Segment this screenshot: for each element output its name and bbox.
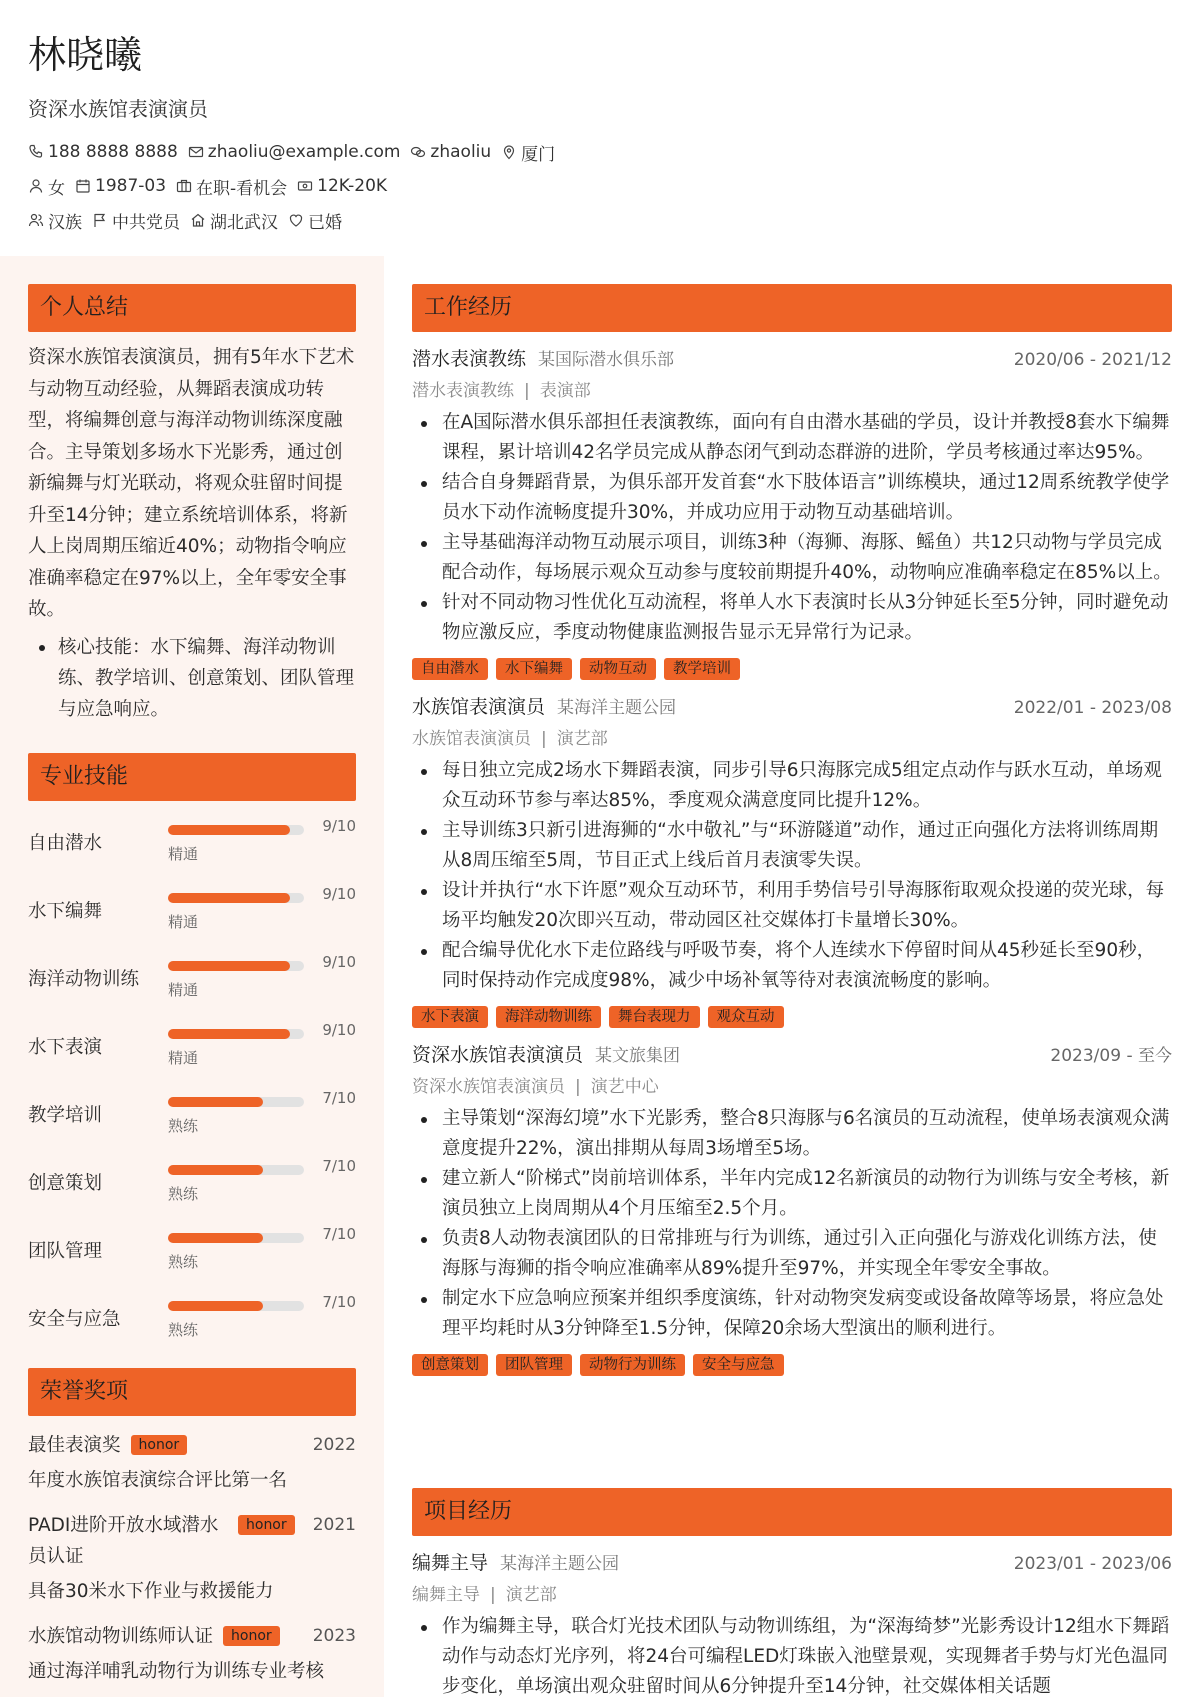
honor-title: PADI进阶开放水域潜水员认证	[28, 1515, 219, 1567]
projects-title: 项目经历	[412, 1488, 1172, 1536]
skill-tag: 创意策划	[412, 1354, 488, 1376]
honors-title: 荣誉奖项	[28, 1368, 356, 1416]
skill-tag: 动物行为训练	[580, 1354, 685, 1376]
summary-list	[28, 632, 356, 725]
location-info	[501, 140, 555, 165]
marital-value: 已婚	[308, 212, 342, 233]
entry-bullet: 结合自身舞蹈背景，为俱乐部开发首套“水下肢体语言”训练模块，通过12周系统教学使学员水下动作流畅度提升30%，并成功应用于动物互动基础培训。	[412, 468, 1172, 528]
projects-list	[412, 1548, 1172, 1697]
skill-level: 熟练	[168, 1117, 199, 1135]
work-section	[412, 284, 1172, 1378]
location-pin-icon	[501, 144, 517, 160]
money-icon	[297, 178, 313, 194]
entry-dept: 演艺部	[505, 1585, 557, 1605]
skill-bar	[168, 961, 304, 971]
phone-value: 188 8888 8888	[48, 142, 178, 162]
entry-date: 2022/01 - 2023/08	[1013, 698, 1172, 718]
honor-item	[28, 1621, 356, 1687]
experience-entry	[412, 692, 1172, 1030]
skill-bar-fill	[168, 1097, 263, 1107]
ethnicity-info	[28, 208, 82, 233]
jobs-list	[412, 344, 1172, 1378]
entry-company: 某海洋主题公园	[557, 698, 677, 718]
skill-tag: 安全与应急	[693, 1354, 784, 1376]
skill-tag: 水下编舞	[496, 658, 572, 680]
experience-entry	[412, 1548, 1172, 1697]
skill-bar	[168, 1029, 304, 1039]
entry-head	[412, 344, 1172, 374]
skill-bar	[168, 1233, 304, 1243]
skill-name: 水下表演	[28, 1037, 103, 1058]
work-title: 工作经历	[412, 284, 1172, 332]
skill-row	[28, 1287, 356, 1355]
skill-bar-fill	[168, 1233, 263, 1243]
entry-title: 编舞主导	[412, 1552, 489, 1574]
entry-separator: |	[490, 1585, 496, 1605]
skill-name: 海洋动物训练	[28, 969, 140, 990]
skill-name: 教学培训	[28, 1105, 103, 1126]
entry-bullet: 主导基础海洋动物互动展示项目，训练3种（海狮、海豚、鳐鱼）共12只动物与学员完成配合动作，每场展示观众互动参与度较前期提升40%，动物响应准确率稳定在85%以上。	[412, 528, 1172, 588]
entry-title: 资深水族馆表演演员	[412, 1044, 584, 1066]
entry-subtitle	[412, 376, 1172, 404]
entry-role: 资深水族馆表演演员	[412, 1077, 565, 1097]
entry-date: 2020/06 - 2021/12	[1013, 350, 1172, 370]
email-info	[188, 142, 401, 162]
location-value: 厦门	[521, 144, 556, 165]
honor-desc: 通过海洋哺乳动物行为训练专业考核	[28, 1661, 325, 1682]
entry-head	[412, 1040, 1172, 1070]
entry-subtitle	[412, 724, 1172, 752]
skill-level: 熟练	[168, 1253, 199, 1271]
entry-tags	[412, 658, 1172, 682]
entry-bullet: 作为编舞主导，联合灯光技术团队与动物训练组，为“深海绮梦”光影秀设计12组水下舞蹈动作与动态灯光序列，将24台可编程LED灯珠嵌入池壁景观，实现舞者手势与灯光色温同步变化，单场演出观众驻留时间从6分钟提升至14分钟，社交媒体相关话题	[412, 1612, 1172, 1697]
skill-bar	[168, 1165, 304, 1175]
entry-separator: |	[524, 381, 530, 401]
hometown-value: 湖北武汉	[210, 212, 278, 233]
skill-tag: 自由潜水	[412, 658, 488, 680]
honor-year: 2022	[312, 1435, 356, 1455]
skill-score: 9/10	[322, 817, 356, 835]
phone-info	[28, 142, 178, 162]
entry-bullet: 主导策划“深海幻境”水下光影秀，整合8只海豚与6名演员的互动流程，使单场表演观众满意度提升22%，演出排期从每周3场增至5场。	[412, 1104, 1172, 1164]
skill-row	[28, 879, 356, 947]
honor-desc: 具备30米水下作业与救援能力	[28, 1581, 274, 1602]
entry-dept: 演艺部	[556, 729, 608, 749]
contact-row	[28, 140, 1200, 164]
calendar-icon	[75, 178, 91, 194]
experience-entry	[412, 344, 1172, 682]
entry-bullet: 制定水下应急响应预案并组织季度演练，针对动物突发病变或设备故障等场景，将应急处理平均耗时从3分钟降至1.5分钟，保障20余场大型演出的顺利进行。	[412, 1284, 1172, 1344]
summary-text: 资深水族馆表演演员，拥有5年水下艺术与动物互动经验，从舞蹈表演成功转型，将编舞创意与海洋动物训练深度融合。主导策划多场水下光影秀，通过创新编舞与灯光联动，将观众驻留时间提升至14分钟；建立系统培训体系，将新人上岗周期压缩近40%；动物指令响应准确率稳定在97%以上，全年零安全事故。	[28, 347, 355, 620]
politics-info	[92, 208, 180, 233]
skill-bar	[168, 825, 304, 835]
skill-name: 水下编舞	[28, 901, 103, 922]
honor-badge: honor	[223, 1626, 280, 1646]
skill-bar	[168, 1301, 304, 1311]
honor-title: 最佳表演奖	[28, 1435, 121, 1456]
skills-section	[28, 753, 356, 1355]
skill-name: 自由潜水	[28, 833, 103, 854]
summary-section	[28, 284, 356, 725]
honor-badge: honor	[238, 1515, 295, 1535]
entry-separator: |	[541, 729, 547, 749]
skill-score: 9/10	[322, 1021, 356, 1039]
experience-entry	[412, 1040, 1172, 1378]
skill-name: 安全与应急	[28, 1309, 121, 1330]
salary-value: 12K-20K	[317, 176, 388, 196]
phone-icon	[28, 144, 44, 160]
skill-row	[28, 1219, 356, 1287]
honor-badge: honor	[131, 1435, 188, 1455]
skill-bar-fill	[168, 1165, 263, 1175]
honor-item	[28, 1510, 356, 1607]
candidate-headline: 资深水族馆表演演员	[28, 97, 208, 121]
entry-bullet: 设计并执行“水下许愿”观众互动环节，利用手势信号引导海豚衔取观众投递的荧光球，每场平均触发20次即兴互动，带动园区社交媒体打卡量增长30%。	[412, 876, 1172, 936]
skill-name: 创意策划	[28, 1173, 103, 1194]
honors-list	[28, 1430, 356, 1687]
honor-title: 水族馆动物训练师认证	[28, 1626, 214, 1647]
skill-score: 9/10	[322, 885, 356, 903]
skill-tag: 舞台表现力	[609, 1006, 700, 1028]
entry-bullets	[412, 756, 1172, 996]
honor-item	[28, 1430, 356, 1496]
person-icon	[28, 178, 44, 194]
entry-tags	[412, 1354, 1172, 1378]
entry-bullet: 在A国际潜水俱乐部担任表演教练，面向有自由潜水基础的学员，设计并教授8套水下编舞课程，累计培训42名学员完成从静态闭气到动态群游的进阶，学员考核通过率达95%。	[412, 408, 1172, 468]
skill-row	[28, 1083, 356, 1151]
entry-bullets	[412, 1104, 1172, 1344]
projects-section	[412, 1488, 1172, 1697]
entry-role: 编舞主导	[412, 1585, 480, 1605]
main-content	[412, 256, 1172, 1697]
skill-level: 熟练	[168, 1321, 199, 1339]
entry-bullet: 主导训练3只新引进海狮的“水中敬礼”与“环游隧道”动作，通过正向强化方法将训练周期从8周压缩至5周，节目正式上线后首月表演零失误。	[412, 816, 1172, 876]
wechat-icon	[410, 144, 426, 160]
skill-score: 7/10	[322, 1089, 356, 1107]
honor-year: 2021	[312, 1515, 356, 1535]
entry-separator: |	[575, 1077, 581, 1097]
skill-row	[28, 1151, 356, 1219]
skill-score: 7/10	[322, 1157, 356, 1175]
skill-row	[28, 947, 356, 1015]
gender-value: 女	[48, 178, 65, 199]
honor-head	[28, 1510, 356, 1572]
skill-tag: 教学培训	[664, 658, 740, 680]
status-info	[176, 174, 287, 199]
entry-bullet: 建立新人“阶梯式”岗前培训体系，半年内完成12名新演员的动物行为训练与安全考核，新演员独立上岗周期从4个月压缩至2.5个月。	[412, 1164, 1172, 1224]
salary-info	[297, 176, 387, 196]
left-sidebar	[0, 256, 384, 1697]
summary-bullet: 核心技能：水下编舞、海洋动物训练、教学培训、创意策划、团队管理与应急响应。	[28, 632, 356, 725]
skill-bar	[168, 893, 304, 903]
skill-bar-fill	[168, 961, 290, 971]
basic-info-row	[28, 174, 1200, 198]
candidate-name: 林晓曦	[28, 33, 143, 77]
skill-bar-fill	[168, 893, 290, 903]
entry-bullet: 针对不同动物习性优化互动流程，将单人水下表演时长从3分钟延长至5分钟，同时避免动物应激反应，季度动物健康监测报告显示无异常行为记录。	[412, 588, 1172, 648]
skill-bar	[168, 1097, 304, 1107]
entry-bullets	[412, 1612, 1172, 1697]
heart-icon	[288, 212, 304, 228]
flag-icon	[92, 212, 108, 228]
skill-row	[28, 811, 356, 879]
skill-level: 精通	[168, 845, 199, 863]
honor-year: 2023	[312, 1626, 356, 1646]
entry-role: 水族馆表演演员	[412, 729, 531, 749]
briefcase-icon	[176, 178, 192, 194]
entry-title: 潜水表演教练	[412, 348, 527, 370]
wechat-value: zhaoliu	[430, 142, 492, 162]
summary-title: 个人总结	[28, 284, 356, 332]
skill-tag: 海洋动物训练	[496, 1006, 601, 1028]
entry-role: 潜水表演教练	[412, 381, 514, 401]
entry-company: 某文旅集团	[595, 1046, 681, 1066]
marital-info	[288, 208, 342, 233]
skill-tag: 团队管理	[496, 1354, 572, 1376]
skill-level: 熟练	[168, 1185, 199, 1203]
entry-company: 某海洋主题公园	[500, 1554, 620, 1574]
honor-desc: 年度水族馆表演综合评比第一名	[28, 1470, 288, 1491]
honors-section	[28, 1368, 356, 1687]
entry-title: 水族馆表演演员	[412, 696, 546, 718]
entry-head	[412, 1548, 1172, 1578]
extra-info-row	[28, 208, 1200, 232]
honor-head	[28, 1430, 356, 1461]
entry-bullets	[412, 408, 1172, 648]
skill-bar-fill	[168, 825, 290, 835]
skills-list	[28, 811, 356, 1355]
entry-dept: 表演部	[539, 381, 591, 401]
entry-head	[412, 692, 1172, 722]
entry-date: 2023/01 - 2023/06	[1013, 1554, 1172, 1574]
politics-value: 中共党员	[112, 212, 180, 233]
skill-bar-fill	[168, 1301, 263, 1311]
skill-tag: 动物互动	[580, 658, 656, 680]
honor-head	[28, 1621, 356, 1652]
skill-level: 精通	[168, 981, 199, 999]
skill-score: 7/10	[322, 1225, 356, 1243]
skill-level: 精通	[168, 1049, 199, 1067]
status-value: 在职-看机会	[196, 178, 288, 199]
skill-bar-fill	[168, 1029, 290, 1039]
entry-company: 某国际潜水俱乐部	[538, 350, 675, 370]
ethnicity-value: 汉族	[48, 212, 82, 233]
skill-score: 9/10	[322, 953, 356, 971]
skill-score: 7/10	[322, 1293, 356, 1311]
entry-tags	[412, 1006, 1172, 1030]
resume-header	[0, 0, 1200, 256]
skill-row	[28, 1015, 356, 1083]
skill-level: 精通	[168, 913, 199, 931]
gender-info	[28, 174, 65, 199]
birth-value: 1987-03	[95, 176, 167, 196]
entry-bullet: 配合编导优化水下走位路线与呼吸节奏，将个人连续水下停留时间从45秒延长至90秒，同时保持动作完成度98%，减少中场补氧等待对表演流畅度的影响。	[412, 936, 1172, 996]
entry-bullet: 负责8人动物表演团队的日常排班与行为训练，通过引入正向强化与游戏化训练方法，使海豚与海狮的指令响应准确率从89%提升至97%，并实现全年零安全事故。	[412, 1224, 1172, 1284]
skill-tag: 水下表演	[412, 1006, 488, 1028]
wechat-info	[410, 142, 491, 162]
group-icon	[28, 212, 44, 228]
entry-dept: 演艺中心	[590, 1077, 659, 1097]
entry-subtitle	[412, 1072, 1172, 1100]
email-value: zhaoliu@example.com	[207, 142, 401, 162]
skills-title: 专业技能	[28, 753, 356, 801]
entry-bullet: 每日独立完成2场水下舞蹈表演，同步引导6只海豚完成5组定点动作与跃水互动，单场观众互动环节参与率达85%，季度观众满意度同比提升12%。	[412, 756, 1172, 816]
entry-subtitle	[412, 1580, 1172, 1608]
birth-info	[75, 176, 166, 196]
entry-date: 2023/09 - 至今	[1050, 1046, 1172, 1066]
skill-tag: 观众互动	[708, 1006, 784, 1028]
skill-name: 团队管理	[28, 1241, 103, 1262]
mail-icon	[188, 144, 204, 160]
hometown-info	[190, 208, 278, 233]
home-icon	[190, 212, 206, 228]
